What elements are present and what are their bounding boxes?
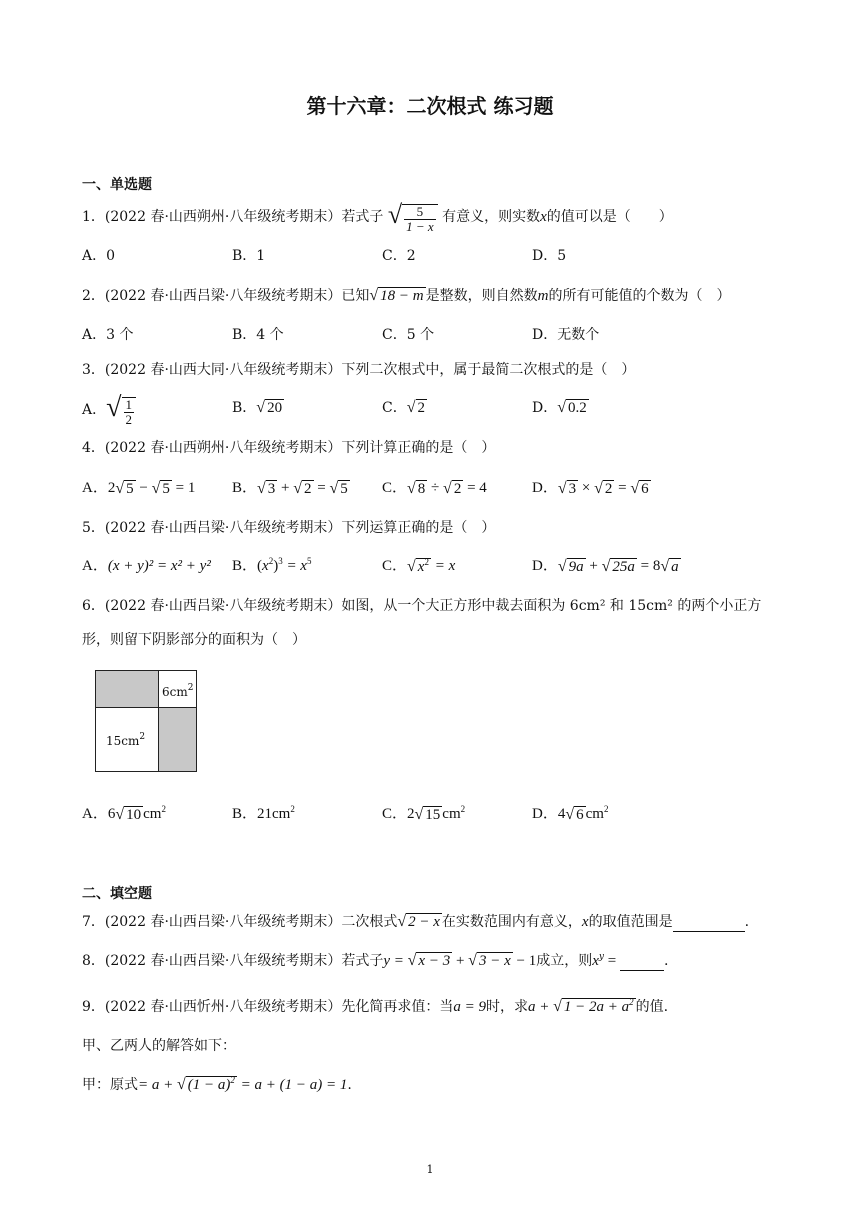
question-6-line-2: 形，则留下阴影部分的面积为（ ） xyxy=(82,632,306,648)
q1-var: x xyxy=(540,209,547,225)
q3-option-b: B．√ 20 xyxy=(232,399,283,416)
q1-stem-b: 有意义，则实数 xyxy=(442,209,541,225)
small-square-label: $6cm^2$ xyxy=(162,683,194,699)
q1-option-c: C．2 xyxy=(382,248,416,264)
shaded-region-top xyxy=(96,671,159,708)
question-4: 4．(2022 春·山西朔州·八年级统考期末）下列计算正确的是（ ） xyxy=(82,440,496,456)
q9-line-2: 甲、乙两人的解答如下： xyxy=(82,1038,236,1054)
question-8: 8．(2022 春·山西吕梁·八年级统考期末）若式子y = √ x − 3 + √ 3 − x − 1成立，则$x^y$ = . xyxy=(82,952,669,969)
q2-option-a: A．3 个 xyxy=(82,327,134,343)
q5-option-b: B．$(x^2)^3 = x^5$ xyxy=(232,556,312,574)
q2-option-d: D．无数个 xyxy=(532,327,600,343)
q4-option-b: B．√ 3 + √ 2 = √ 5 xyxy=(232,479,348,497)
page-number: 1 xyxy=(426,1163,434,1176)
q1-stem-c: 的值可以是（ ） xyxy=(546,209,673,225)
q3-option-a: A．√ $\frac{1}{2}$ xyxy=(82,388,136,432)
q2-stem-c: 的所有可能值的个数为（ ） xyxy=(548,288,731,304)
q2-stem-b: 是整数，则自然数 xyxy=(425,288,538,304)
q3-option-c: C．√ 2 xyxy=(382,399,425,416)
q6-option-b: B．$21cm^2$ xyxy=(232,804,295,822)
q6-option-a: A．6√ 10 $cm^2$ xyxy=(82,804,166,823)
q2-option-c: C．5 个 xyxy=(382,327,435,343)
q1-option-d: D．5 xyxy=(532,248,567,264)
section-heading-single-choice: 一、单选题 xyxy=(82,177,152,193)
q6-option-c: C．2√ 15 $cm^2$ xyxy=(382,804,466,823)
question-7: 7．(2022 春·山西吕梁·八年级统考期末）二次根式√ 2 − x 在实数范围内有意义，x的取值范围是 . xyxy=(82,913,750,930)
q4-option-d: D．√ 3 × √ 2 = √ 6 xyxy=(532,479,649,497)
question-1 xyxy=(82,198,673,236)
question-5: 5．(2022 春·山西吕梁·八年级统考期末）下列运算正确的是（ ） xyxy=(82,520,496,536)
shaded-region-right xyxy=(159,708,197,772)
section-heading-fill-blank: 二、填空题 xyxy=(82,886,152,902)
question-9: 9．(2022 春·山西忻州·八年级统考期末）先化简再求值：当a = 9时，求a + √ $1 - 2a + a^2$ 的值. xyxy=(82,997,669,1015)
q9-line-3: 甲：原式= a + √ $(1 - a)^2 = a + (1 - a) = 1$. xyxy=(82,1075,352,1093)
question-2 xyxy=(82,286,730,306)
q2-stem-a: 2．(2022 春·山西吕梁·八年级统考期末）已知 xyxy=(82,288,370,304)
page-title: 第十六章：二次根式 练习题 xyxy=(306,94,554,118)
q1-option-b: B．1 xyxy=(232,248,266,264)
q4-option-c: C．√ 8 ÷ √ 2 = 4 xyxy=(382,479,487,497)
q3-option-d: D．√ 0.2 xyxy=(532,399,587,416)
q1-option-a: A．0 xyxy=(82,248,116,264)
q1-numerator: 5 xyxy=(404,205,436,220)
q1-stem-a: 1．(2022 春·山西朔州·八年级统考期末）若式子 xyxy=(82,209,384,225)
large-square-label: $15cm^2$ xyxy=(106,732,146,748)
q5-option-c: C．√ $x^2 = x$ xyxy=(382,556,456,575)
q5-option-a: A．(x + y)² = x² + y² xyxy=(82,558,211,574)
q2-sqrt: √ 18 − m xyxy=(369,287,424,304)
q1-sqrt-fraction: √ $\frac{5}{1 - x}$ xyxy=(388,198,438,236)
q5-option-d: D．√ 9a + √ 25a = 8√ a xyxy=(532,557,679,575)
q6-option-d: D．4√ 6 $cm^2$ xyxy=(532,804,609,823)
q4-option-a: A．2√ 5 − √ 5 = 1 xyxy=(82,479,196,497)
q7-answer-blank[interactable] xyxy=(673,931,745,932)
q2-option-b: B．4 个 xyxy=(232,327,284,343)
q8-answer-blank[interactable] xyxy=(620,970,664,971)
q1-denominator: 1 − x xyxy=(406,219,434,235)
question-3: 3．(2022 春·山西大同·八年级统考期末）下列二次根式中，属于最简二次根式的是（ ） xyxy=(82,362,636,378)
q2-var: m xyxy=(537,288,549,304)
question-6-line-1: 6．(2022 春·山西吕梁·八年级统考期末）如图，从一个大正方形中裁去面积为 6cm² 和 15cm² 的两个小正方 xyxy=(82,598,762,614)
